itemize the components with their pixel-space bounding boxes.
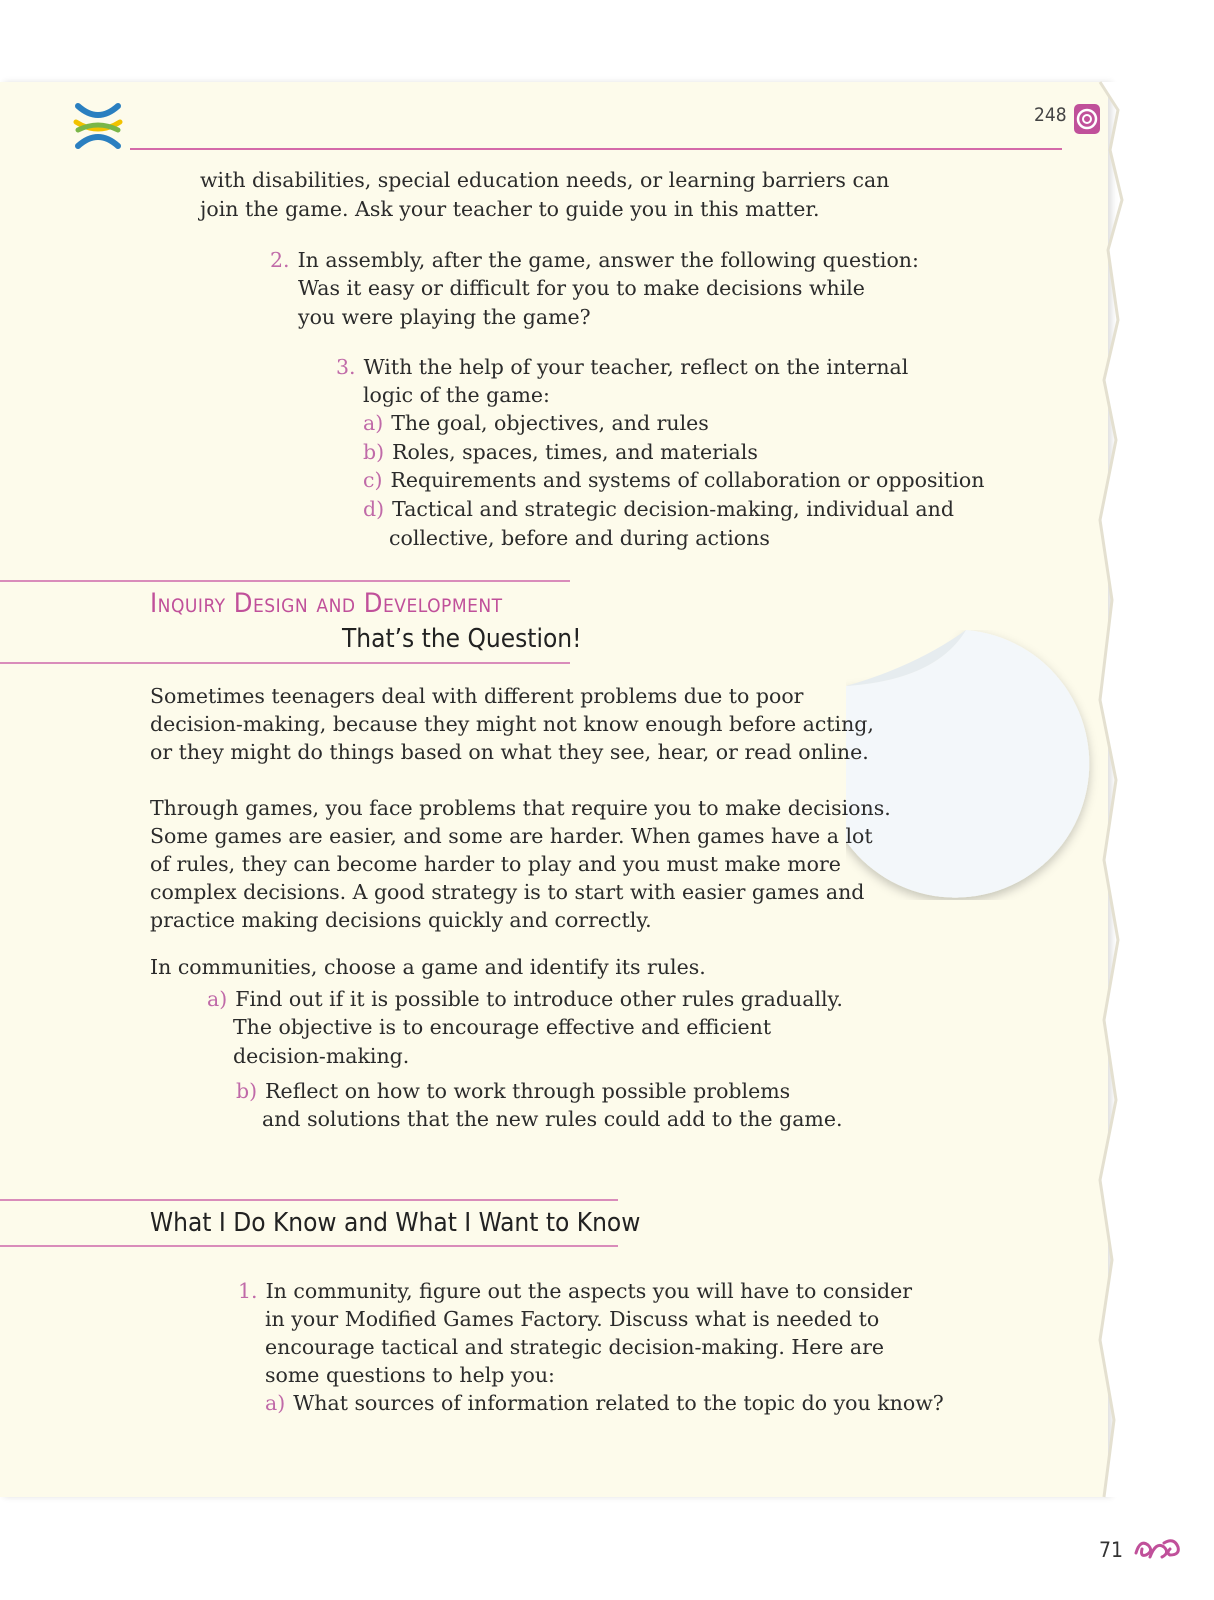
list-text: Roles, spaces, times, and materials bbox=[392, 440, 758, 464]
body-item-a-line-1 bbox=[207, 985, 843, 1014]
step-1-line-4: some questions to help you: bbox=[265, 1363, 555, 1387]
section2-title: What I Do Know and What I Want to Know bbox=[150, 1208, 641, 1238]
step-2-line-1 bbox=[270, 246, 919, 275]
step-number: 1. bbox=[238, 1279, 258, 1303]
list-text: What sources of information related to the topic do you know? bbox=[293, 1391, 944, 1415]
body-item-b-line-1 bbox=[236, 1077, 790, 1106]
list-text: Requirements and systems of collaboration or opposition bbox=[390, 468, 985, 492]
list-label: b) bbox=[363, 440, 385, 464]
list-label: c) bbox=[363, 468, 383, 492]
section-rule-bottom bbox=[0, 662, 570, 664]
intro-line-2: join the game. Ask your teacher to guide you in this matter. bbox=[200, 197, 820, 221]
body-item-a-line-3: decision-making. bbox=[233, 1044, 410, 1068]
body-p2-line-5: practice making decisions quickly and correctly. bbox=[150, 908, 652, 932]
step-3-line-2: logic of the game: bbox=[363, 383, 550, 407]
body-p2-line-3: of rules, they can become harder to play and you must make more bbox=[150, 852, 841, 876]
list-text: Tactical and strategic decision-making, individual and bbox=[392, 497, 954, 521]
step-number: 2. bbox=[270, 248, 290, 272]
body-p1-line-2: decision-making, because they might not know enough before acting, bbox=[150, 712, 874, 736]
step-text: With the help of your teacher, reflect on the internal bbox=[363, 355, 909, 379]
step-text: In assembly, after the game, answer the following question: bbox=[297, 248, 919, 272]
list-text: Reflect on how to work through possible problems bbox=[265, 1079, 791, 1103]
step-3-item-b bbox=[363, 438, 758, 467]
section-subtitle: That’s the Question! bbox=[342, 624, 582, 654]
body-p1-line-3: or they might do things based on what they see, hear, or read online. bbox=[150, 740, 869, 764]
header-rule bbox=[130, 148, 1062, 150]
section-title: Inquiry Design and Development bbox=[150, 588, 503, 619]
page-number: 71 bbox=[1099, 1538, 1124, 1562]
intro-line-1: with disabilities, special education needs, or learning barriers can bbox=[200, 168, 890, 192]
swirl-footer-icon bbox=[1132, 1533, 1182, 1565]
step-text: In community, figure out the aspects you will have to consider bbox=[265, 1279, 913, 1303]
step-2-line-2: Was it easy or difficult for you to make decisions while bbox=[298, 276, 865, 300]
step-number: 3. bbox=[336, 355, 356, 379]
step-3-item-d-cont: collective, before and during actions bbox=[389, 526, 770, 550]
section2-rule-top bbox=[0, 1199, 618, 1201]
step-3-item-a bbox=[363, 409, 709, 438]
body-item-a-line-2: The objective is to encourage effective and efficient bbox=[233, 1015, 772, 1039]
body-p1-line-1: Sometimes teenagers deal with different problems due to poor bbox=[150, 684, 804, 708]
list-label: b) bbox=[236, 1079, 258, 1103]
body-p2-line-4: complex decisions. A good strategy is to start with easier games and bbox=[150, 880, 865, 904]
page-reference: 248 bbox=[1034, 104, 1067, 126]
list-label: a) bbox=[207, 987, 228, 1011]
body-p2-line-1: Through games, you face problems that require you to make decisions. bbox=[150, 796, 891, 820]
sticker-decoration bbox=[846, 630, 1116, 900]
step-1-line-2: in your Modified Games Factory. Discuss what is needed to bbox=[265, 1307, 880, 1331]
step-2-line-3: you were playing the game? bbox=[298, 305, 591, 329]
list-label: a) bbox=[363, 411, 384, 435]
list-label: a) bbox=[265, 1391, 286, 1415]
step-1-item-a bbox=[265, 1389, 944, 1418]
step-1-line-3: encourage tactical and strategic decision-making. Here are bbox=[265, 1335, 885, 1359]
swirl-ornament-icon bbox=[1072, 102, 1102, 136]
body-item-b-line-2: and solutions that the new rules could add to the game. bbox=[262, 1107, 843, 1131]
step-3-line-1 bbox=[336, 353, 908, 382]
body-p3: In communities, choose a game and identify its rules. bbox=[150, 955, 706, 979]
step-3-item-d bbox=[363, 495, 954, 524]
list-label: d) bbox=[363, 497, 385, 521]
list-text: Find out if it is possible to introduce other rules gradually. bbox=[235, 987, 843, 1011]
step-3-item-c bbox=[363, 466, 984, 495]
section-rule-top bbox=[0, 580, 570, 582]
step-1-line-1 bbox=[238, 1277, 912, 1306]
four-arc-logo-icon bbox=[72, 100, 124, 152]
section2-rule-bottom bbox=[0, 1245, 618, 1247]
body-p2-line-2: Some games are easier, and some are harder. When games have a lot bbox=[150, 824, 873, 848]
list-text: The goal, objectives, and rules bbox=[391, 411, 709, 435]
